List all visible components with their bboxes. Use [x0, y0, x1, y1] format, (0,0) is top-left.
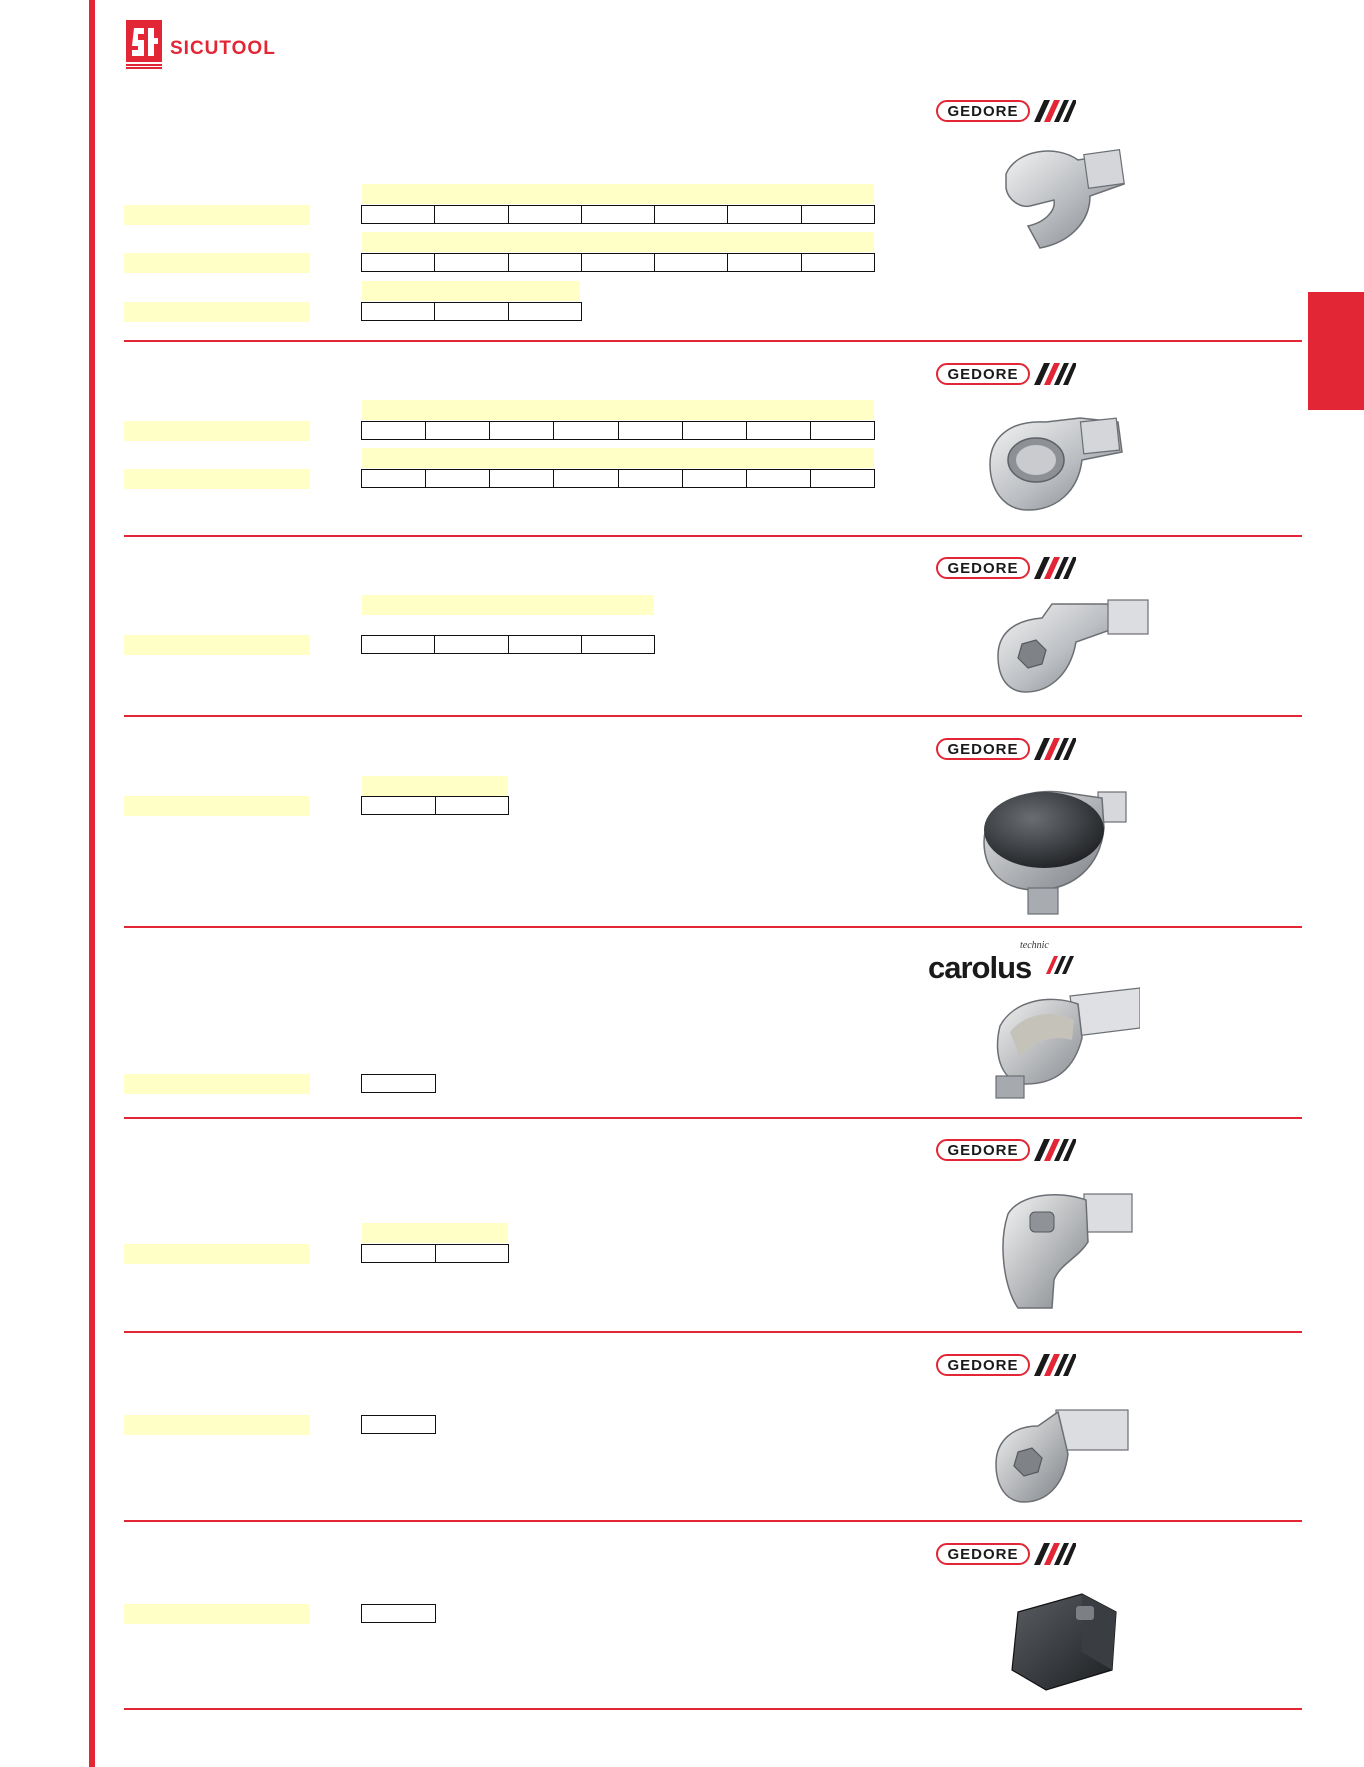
- gedore-stripes-icon: [1034, 1139, 1076, 1161]
- grid-cell: [811, 470, 874, 487]
- gedore-label: GEDORE: [936, 557, 1030, 579]
- gedore-stripes-icon: [1034, 363, 1076, 385]
- grid-cell: [362, 797, 436, 814]
- section-divider: [124, 1520, 1302, 1522]
- section-divider: [124, 715, 1302, 717]
- column-header: [362, 595, 654, 615]
- row-label: [124, 253, 310, 273]
- brand-logo-carolus: [928, 940, 1088, 984]
- gedore-label: GEDORE: [936, 738, 1030, 760]
- logo-text: SICUTOOL: [170, 38, 276, 59]
- size-grid: [361, 1604, 436, 1623]
- grid-cell: [426, 470, 490, 487]
- grid-cell: [426, 422, 490, 439]
- column-header: [362, 184, 874, 204]
- gedore-stripes-icon: [1034, 738, 1076, 760]
- gedore-stripes-icon: [1034, 557, 1076, 579]
- gedore-stripes-icon: [1034, 1543, 1076, 1565]
- column-header: [362, 448, 874, 468]
- grid-cell: [802, 206, 874, 223]
- grid-cell: [554, 470, 618, 487]
- row-label: [124, 1244, 310, 1264]
- grid-cell: [362, 1245, 436, 1262]
- row-label: [124, 1604, 310, 1624]
- column-header: [362, 232, 874, 252]
- grid-cell: [728, 206, 801, 223]
- size-grid: [361, 205, 875, 224]
- grid-cell: [435, 303, 508, 320]
- carolus-label: carolus: [928, 950, 1032, 985]
- grid-cell: [435, 254, 508, 271]
- hex-ring-insert-icon: [996, 596, 1156, 700]
- gedore-label: GEDORE: [936, 363, 1030, 385]
- ring-wrench-insert-icon: [986, 408, 1136, 520]
- square-drive-insert-2-icon: [994, 1184, 1144, 1316]
- grid-cell: [436, 797, 509, 814]
- grid-cell: [362, 470, 426, 487]
- section-divider: [124, 340, 1302, 342]
- grid-cell: [362, 1075, 435, 1092]
- row-label: [124, 635, 310, 655]
- grid-cell: [490, 422, 554, 439]
- row-label: [124, 205, 310, 225]
- carolus-stripes-icon: [1046, 956, 1076, 974]
- grid-cell: [619, 422, 683, 439]
- grid-cell: [655, 254, 728, 271]
- gedore-stripes-icon: [1034, 1354, 1076, 1376]
- grid-cell: [811, 422, 874, 439]
- size-grid: [361, 635, 655, 654]
- row-label: [124, 1074, 310, 1094]
- size-grid: [361, 469, 875, 488]
- grid-cell: [728, 254, 801, 271]
- grid-cell: [582, 636, 654, 653]
- row-label: [124, 421, 310, 441]
- section-divider: [124, 1331, 1302, 1333]
- section-divider: [124, 1117, 1302, 1119]
- column-header: [362, 400, 874, 420]
- ratchet-insert-icon: [980, 782, 1150, 918]
- grid-cell: [683, 470, 747, 487]
- grid-cell: [362, 303, 435, 320]
- row-label: [124, 796, 310, 816]
- grid-cell: [362, 636, 435, 653]
- section-divider: [124, 926, 1302, 928]
- grid-cell: [747, 470, 811, 487]
- gedore-label: GEDORE: [936, 100, 1030, 122]
- grid-cell: [435, 636, 508, 653]
- grid-cell: [490, 470, 554, 487]
- grid-cell: [436, 1245, 509, 1262]
- grid-cell: [362, 422, 426, 439]
- size-grid: [361, 1244, 509, 1263]
- section-divider: [124, 1708, 1302, 1710]
- grid-cell: [509, 303, 581, 320]
- grid-cell: [582, 206, 655, 223]
- chapter-tab: [1308, 292, 1364, 410]
- grid-cell: [747, 422, 811, 439]
- gedore-stripes-icon: [1034, 100, 1076, 122]
- grid-cell: [619, 470, 683, 487]
- grid-cell: [509, 206, 582, 223]
- row-label: [124, 469, 310, 489]
- grid-cell: [683, 422, 747, 439]
- size-grid: [361, 796, 509, 815]
- grid-cell: [582, 254, 655, 271]
- open-end-wrench-insert-icon: [986, 144, 1146, 254]
- blank-insert-icon: [1004, 1590, 1126, 1696]
- size-grid: [361, 1415, 436, 1434]
- size-grid: [361, 253, 875, 272]
- size-grid: [361, 302, 582, 321]
- section-divider: [124, 535, 1302, 537]
- grid-cell: [435, 206, 508, 223]
- grid-cell: [554, 422, 618, 439]
- square-drive-insert-icon: [990, 984, 1140, 1104]
- grid-cell: [362, 206, 435, 223]
- row-label: [124, 302, 310, 322]
- grid-cell: [362, 1605, 435, 1622]
- grid-cell: [802, 254, 874, 271]
- sicutool-logo-icon: [126, 20, 162, 70]
- grid-cell: [655, 206, 728, 223]
- column-header: [362, 281, 580, 301]
- grid-cell: [509, 636, 582, 653]
- row-label: [124, 1415, 310, 1435]
- grid-cell: [509, 254, 582, 271]
- grid-cell: [362, 1416, 435, 1433]
- column-header: [362, 1223, 508, 1243]
- weld-on-insert-icon: [992, 1404, 1142, 1508]
- size-grid: [361, 1074, 436, 1093]
- gedore-label: GEDORE: [936, 1354, 1030, 1376]
- column-header: [362, 776, 508, 796]
- left-margin-bar: [89, 0, 95, 1767]
- gedore-label: GEDORE: [936, 1139, 1030, 1161]
- grid-cell: [362, 254, 435, 271]
- size-grid: [361, 421, 875, 440]
- gedore-label: GEDORE: [936, 1543, 1030, 1565]
- carolus-tag: technic: [1020, 940, 1049, 951]
